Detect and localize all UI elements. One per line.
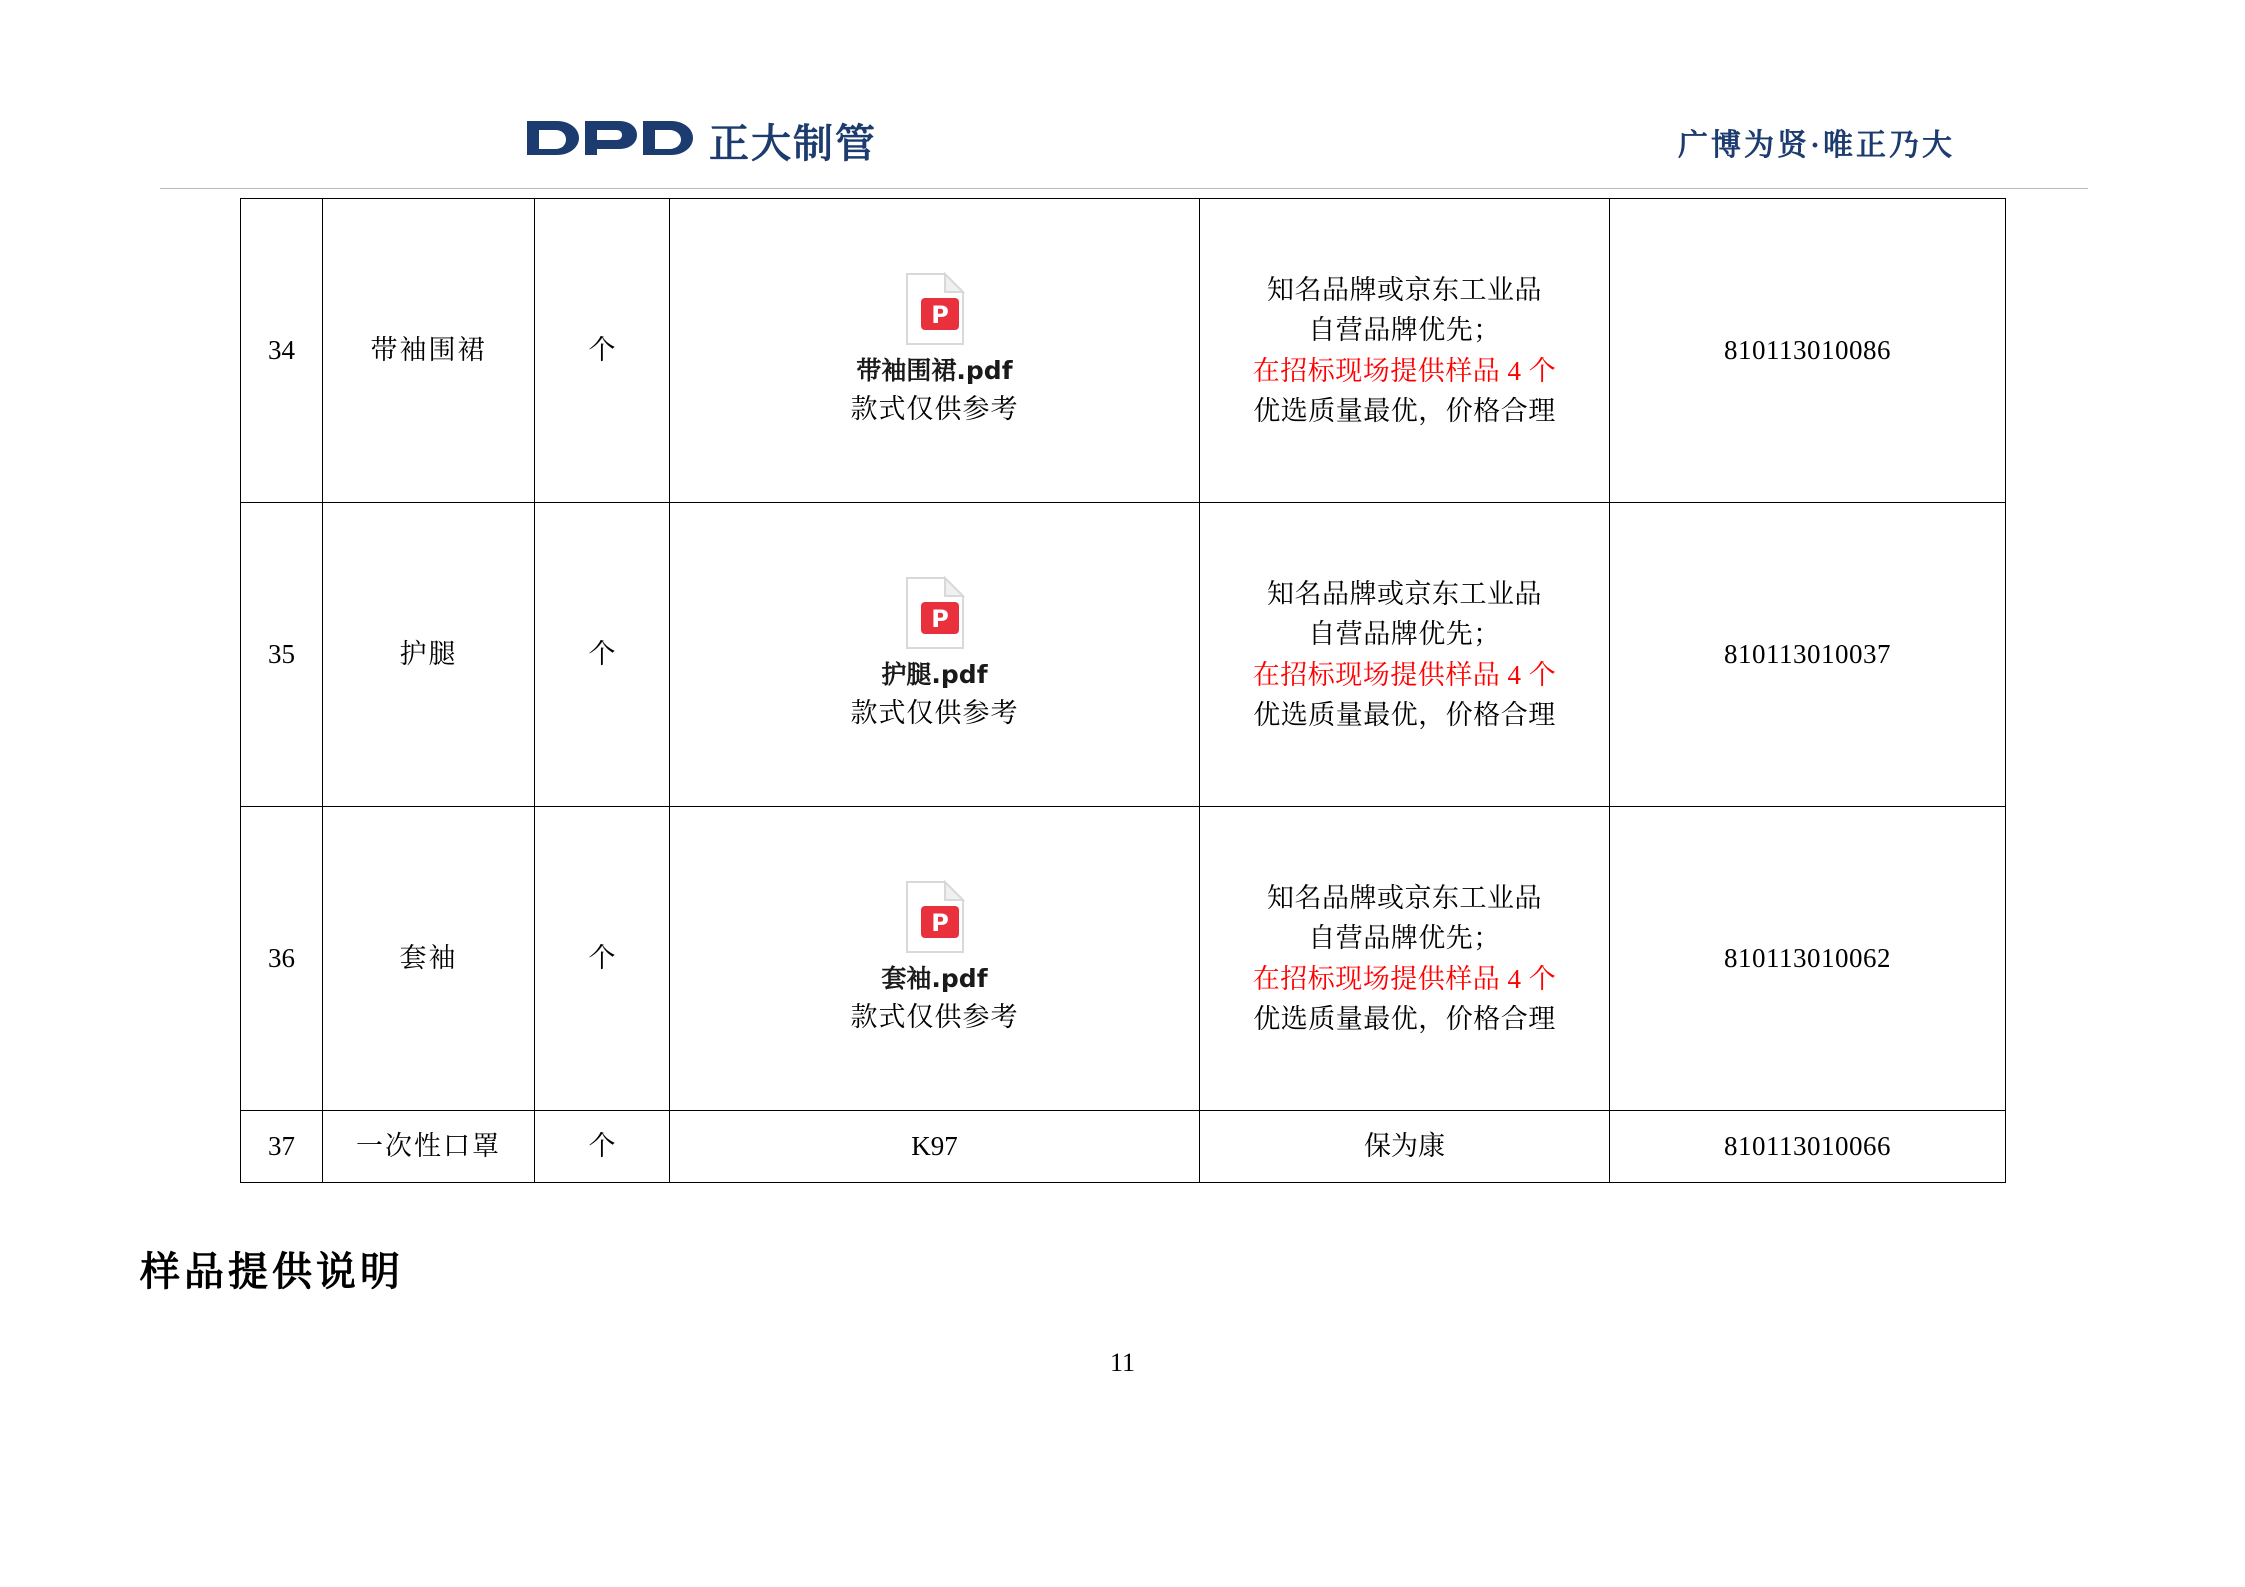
req-line-highlight: 在招标现场提供样品 4 个	[1252, 963, 1557, 994]
req-line: 自营品牌优先；	[1308, 619, 1501, 649]
row-no: 35	[241, 503, 323, 807]
req-line: 优选质量最优，价格合理	[1253, 1004, 1556, 1034]
row-no: 36	[241, 807, 323, 1111]
req-line: 知名品牌或京东工业品	[1267, 274, 1542, 305]
row-code: 810113010066	[1610, 1111, 2006, 1183]
req-line: 自营品牌优先；	[1308, 923, 1501, 953]
row-no: 37	[241, 1111, 323, 1183]
pdf-file-icon	[903, 880, 967, 954]
svg-text:P: P	[930, 300, 949, 329]
row-name: 护腿	[323, 503, 535, 807]
req-line: 知名品牌或京东工业品	[1267, 578, 1542, 609]
row-spec	[670, 503, 1200, 807]
pdf-file-icon	[903, 272, 967, 346]
row-spec: K97	[670, 1111, 1200, 1183]
row-unit: 个	[535, 199, 670, 503]
row-code: 810113010037	[1610, 503, 2006, 807]
page-number: 11	[1109, 1348, 1136, 1377]
spec-note: 款式仅供参考	[850, 698, 1019, 728]
zdp-logo-icon	[525, 115, 695, 166]
row-unit: 个	[535, 503, 670, 807]
spec-note: 款式仅供参考	[850, 1002, 1019, 1032]
pdf-file-icon	[903, 576, 967, 650]
row-requirements	[1200, 807, 1610, 1111]
row-unit: 个	[535, 807, 670, 1111]
spec-note: 款式仅供参考	[850, 394, 1019, 424]
logo-text: 正大制管	[709, 121, 877, 167]
row-requirements	[1200, 503, 1610, 807]
pdf-file-name: 带袖围裙.pdf	[856, 355, 1013, 385]
row-requirements: 保为康	[1200, 1111, 1610, 1183]
row-spec	[670, 199, 1200, 503]
pdf-file-name: 套袖.pdf	[881, 963, 988, 993]
req-line: 知名品牌或京东工业品	[1267, 882, 1542, 913]
req-line: 优选质量最优，价格合理	[1253, 396, 1556, 426]
company-logo	[525, 112, 877, 169]
items-table	[240, 198, 2006, 1183]
row-name: 带袖围裙	[323, 199, 535, 503]
header-slogan: 广博为贤·唯正乃大	[1677, 129, 1955, 162]
row-code: 810113010062	[1610, 807, 2006, 1111]
row-no: 34	[241, 199, 323, 503]
row-name: 套袖	[323, 807, 535, 1111]
req-line: 自营品牌优先；	[1308, 315, 1501, 345]
table-row	[241, 503, 2006, 807]
svg-text:P: P	[930, 604, 949, 633]
table-row	[241, 199, 2006, 503]
row-spec	[670, 807, 1200, 1111]
pdf-file-name: 护腿.pdf	[881, 659, 988, 689]
row-unit: 个	[535, 1111, 670, 1183]
req-line: 优选质量最优，价格合理	[1253, 700, 1556, 730]
table-row	[241, 1111, 2006, 1183]
req-line-highlight: 在招标现场提供样品 4 个	[1252, 659, 1557, 690]
row-code: 810113010086	[1610, 199, 2006, 503]
table-row	[241, 807, 2006, 1111]
section-heading: 样品提供说明	[140, 1249, 404, 1294]
req-line-highlight: 在招标现场提供样品 4 个	[1252, 355, 1557, 386]
svg-text:P: P	[930, 908, 949, 937]
document-header	[160, 110, 2090, 190]
row-requirements	[1200, 199, 1610, 503]
header-divider	[160, 188, 2088, 189]
row-name: 一次性口罩	[323, 1111, 535, 1183]
